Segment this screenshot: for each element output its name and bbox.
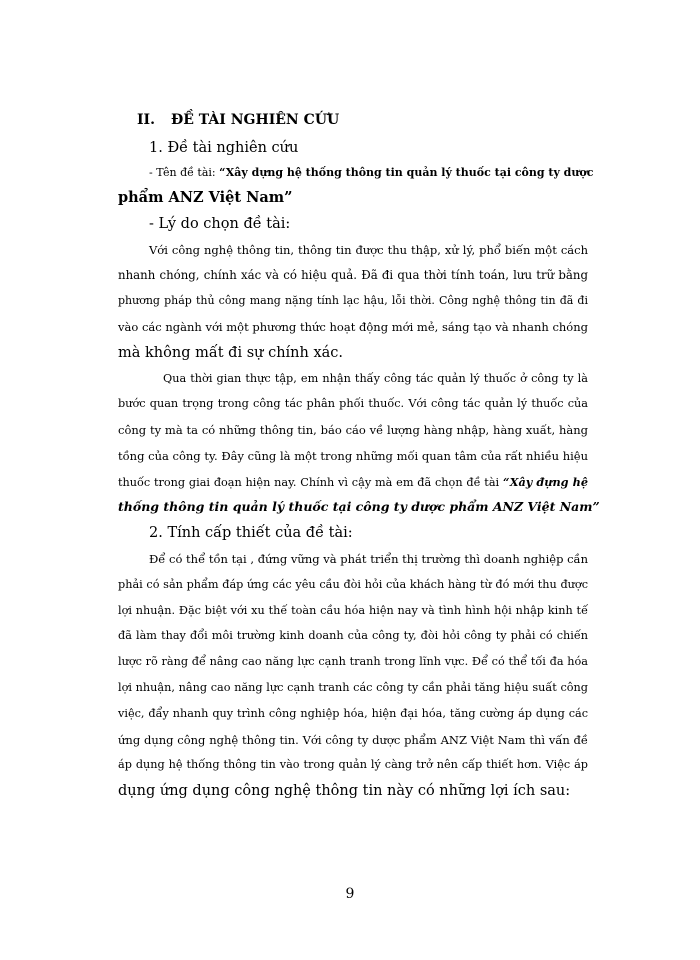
paragraph-1-line: nhanh chóng, chính xác và có hiệu quả. Đã đi qua thời tính toán, lưu trữ bằng: [118, 268, 588, 282]
section-heading: [137, 112, 339, 128]
paragraph-1-line: mà không mất đi sự chính xác.: [118, 345, 344, 361]
subsection-2-title: 2. Tính cấp thiết của đề tài:: [149, 525, 353, 541]
paragraph-2-line: [118, 473, 588, 492]
topic-title-italic-cont: thống thông tin quản lý thuốc tại công ty dược phẩm ANZ Việt Nam”: [118, 499, 600, 514]
paragraph-2-line: tồng của công ty. Đây cũng là một trong những mối quan tâm của rất nhiều hiệu: [118, 449, 588, 463]
paragraph-3-line: dụng ứng dụng công nghệ thông tin này có những lợi ích sau:: [118, 783, 571, 799]
paragraph-2-line: Qua thời gian thực tập, em nhận thấy công tác quản lý thuốc ở công ty là: [163, 372, 588, 385]
topic-title-part2: phẩm ANZ Việt Nam”: [118, 189, 293, 206]
paragraph-3-line: lược rõ ràng để nâng cao năng lực cạnh tranh trong lĩnh vực. Để có thể tối đa hóa: [118, 655, 588, 668]
paragraph-2-line: bước quan trọng trong công tác phân phối thuốc. Với công tác quản lý thuốc của: [118, 397, 588, 410]
paragraph-3-line: đã làm thay đổi môi trường kinh doanh của công ty, đòi hỏi công ty phải có chiến: [118, 629, 588, 642]
section-number: II.: [137, 112, 155, 128]
section-title: ĐỀ TÀI NGHIÊN CỨU: [171, 112, 340, 128]
topic-title-italic: “Xây đựng hệ: [502, 475, 588, 489]
paragraph-3-line: áp dụng hệ thống thông tin vào trong quản lý càng trở nên cấp thiết hơn. Việc áp: [118, 758, 588, 771]
paragraph-2-line: công ty mà ta có những thông tin, báo cáo về lượng hàng nhập, hàng xuất, hàng: [118, 423, 588, 437]
paragraph-3-line: Để có thể tồn tại , đứng vững và phát triển thị trường thì doanh nghiệp cần: [149, 552, 588, 566]
topic-prefix: - Tên đề tài:: [149, 166, 220, 179]
paragraph-3-line: việc, đẩy nhanh quy trình công nghiệp hóa, hiện đại hóa, tăng cường áp dụng các: [118, 707, 588, 720]
paragraph-1-line: vào các ngành với một phương thức hoạt động mới mẻ, sáng tạo và nhanh chóng: [118, 320, 588, 334]
topic-title-part1: “Xây dựng hệ thống thông tin quản lý thuốc tại công ty dược: [219, 166, 594, 179]
paragraph-1-line: phương pháp thủ công mang nặng tính lạc hậu, lỗi thời. Công nghệ thông tin đã đi: [118, 294, 588, 307]
paragraph-3-line: ứng dụng công nghệ thông tin. Với công ty dược phẩm ANZ Việt Nam thì vấn đề: [118, 733, 588, 747]
subsection-1-title: 1. Đề tài nghiên cứu: [149, 140, 299, 156]
paragraph-3-line: lợi nhuận, nâng cao năng lực cạnh tranh các công ty cần phải tăng hiệu suất công: [118, 681, 588, 694]
page-number: 9: [345, 886, 355, 902]
paragraph-3-line: phải có sản phẩm đáp ứng các yêu cầu đòi hỏi của khách hàng từ đó mới thu được: [118, 578, 588, 591]
paragraph-3-line: lợi nhuận. Đặc biệt với xu thế toàn cầu hóa hiện nay và tình hình hội nhập kinh tế: [118, 604, 588, 617]
topic-line: [149, 164, 593, 182]
paragraph-1-line: Với công nghệ thông tin, thông tin được thu thập, xử lý, phổ biến một cách: [149, 243, 588, 257]
reason-label: - Lý do chọn đề tài:: [149, 216, 291, 232]
paragraph-2-text: thuốc trong giai đoạn hiện nay. Chính vì cậy mà em đã chọn đề tài: [118, 476, 503, 489]
